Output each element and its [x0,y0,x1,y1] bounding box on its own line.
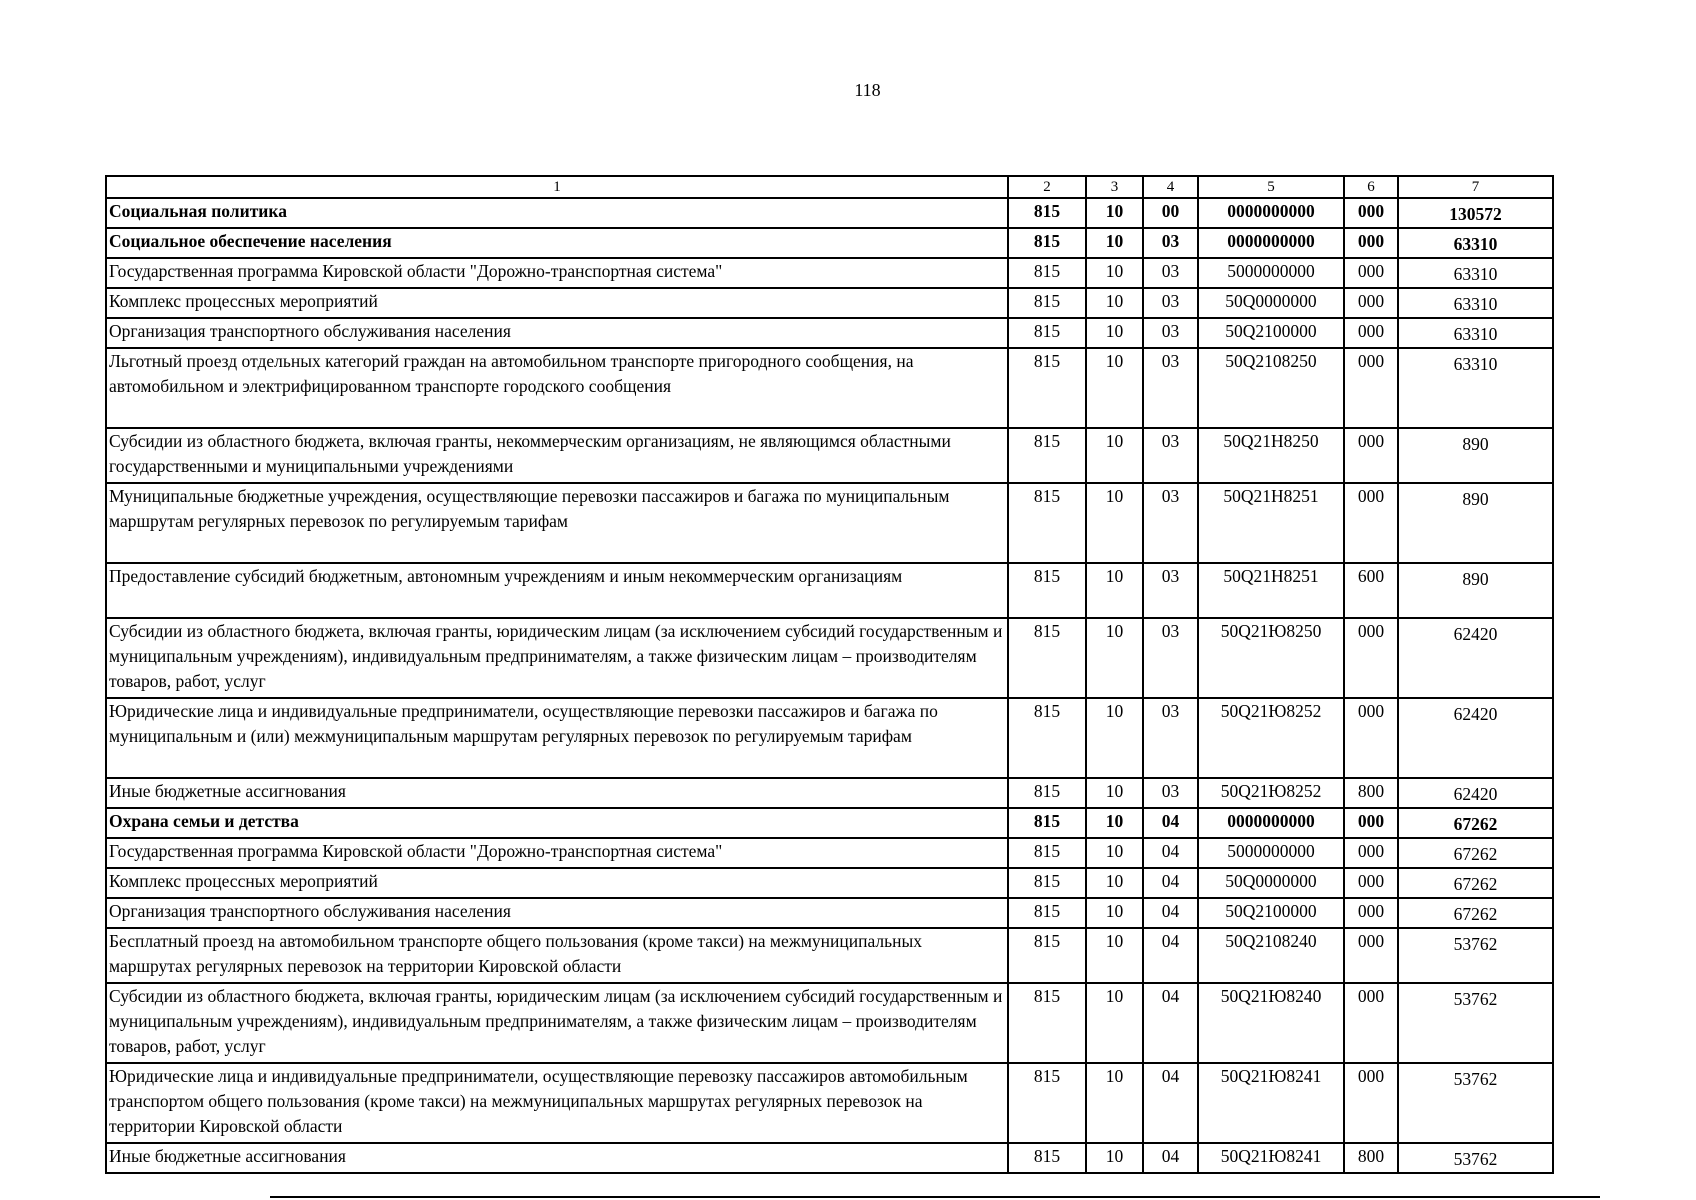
row-value-cell: 815 [1008,428,1086,483]
row-value-cell: 5000000000 [1198,838,1344,868]
row-value-cell: 10 [1086,563,1143,618]
budget-table [105,175,1554,1174]
row-value-cell: 50Q2108240 [1198,928,1344,983]
row-value-cell: 04 [1143,928,1198,983]
row-value-cell: 50Q21Ю8252 [1198,698,1344,778]
row-value-cell: 10 [1086,1063,1143,1143]
row-value-cell: 10 [1086,198,1143,228]
bottom-rule [270,1196,1600,1198]
row-value-cell: 000 [1344,198,1398,228]
row-value-cell: 815 [1008,318,1086,348]
table-row [106,698,1553,778]
row-value-cell: 50Q0000000 [1198,868,1344,898]
row-value-cell: 000 [1344,258,1398,288]
table-row [106,288,1553,318]
row-value-cell: 04 [1143,1063,1198,1143]
table-row [106,318,1553,348]
row-value-cell: 10 [1086,428,1143,483]
row-name-cell: Иные бюджетные ассигнования [106,778,1008,808]
row-value-cell: 50Q21Ю8241 [1198,1063,1344,1143]
column-number-row [106,176,1553,198]
row-value-cell: 00 [1143,198,1198,228]
row-value-cell: 815 [1008,348,1086,428]
row-value-cell: 815 [1008,228,1086,258]
row-name-cell: Организация транспортного обслуживания населения [106,318,1008,348]
row-name-cell: Субсидии из областного бюджета, включая гранты, юридическим лицам (за исключением субсидий государственным и муниципальным учреждениям), индивидуальным предпринимателям, а также физическим лицам – производителям товаров, работ, услуг [106,983,1008,1063]
row-value-cell: 10 [1086,838,1143,868]
row-value-cell: 63310 [1398,258,1553,288]
row-value-cell: 800 [1344,1143,1398,1173]
page-number: 118 [854,80,881,100]
row-value-cell: 50Q2108250 [1198,348,1344,428]
row-value-cell: 67262 [1398,808,1553,838]
row-value-cell: 890 [1398,563,1553,618]
row-value-cell: 50Q2100000 [1198,318,1344,348]
row-value-cell: 10 [1086,318,1143,348]
row-value-cell: 10 [1086,348,1143,428]
table-row [106,928,1553,983]
row-value-cell: 0000000000 [1198,198,1344,228]
row-name-cell: Предоставление субсидий бюджетным, автономным учреждениям и иным некоммерческим организациям [106,563,1008,618]
row-name-cell: Юридические лица и индивидуальные предприниматели, осуществляющие перевозку пассажиров автомобильным транспортом общего пользования (кроме такси) на межмуниципальных маршрутах регулярных перевозок на территории Кировской области [106,1063,1008,1143]
row-value-cell: 67262 [1398,898,1553,928]
row-value-cell: 815 [1008,868,1086,898]
row-value-cell: 815 [1008,618,1086,698]
row-value-cell: 03 [1143,778,1198,808]
table-row [106,898,1553,928]
row-value-cell: 03 [1143,428,1198,483]
column-number: 5 [1198,176,1344,198]
column-number: 1 [106,176,1008,198]
row-value-cell: 815 [1008,288,1086,318]
row-value-cell: 890 [1398,428,1553,483]
row-value-cell: 10 [1086,928,1143,983]
row-value-cell: 62420 [1398,618,1553,698]
row-value-cell: 04 [1143,838,1198,868]
row-value-cell: 10 [1086,258,1143,288]
row-value-cell: 63310 [1398,318,1553,348]
row-value-cell: 000 [1344,228,1398,258]
row-name-cell: Социальная политика [106,198,1008,228]
row-value-cell: 000 [1344,868,1398,898]
row-name-cell: Субсидии из областного бюджета, включая гранты, юридическим лицам (за исключением субсидий государственным и муниципальным учреждениям), индивидуальным предпринимателям, а также физическим лицам – производителям товаров, работ, услуг [106,618,1008,698]
table-row [106,563,1553,618]
row-value-cell: 815 [1008,778,1086,808]
row-value-cell: 000 [1344,618,1398,698]
row-value-cell: 815 [1008,198,1086,228]
row-name-cell: Муниципальные бюджетные учреждения, осуществляющие перевозки пассажиров и багажа по муниципальным маршрутам регулярных перевозок по регулируемым тарифам [106,483,1008,563]
table-row [106,228,1553,258]
row-name-cell: Комплекс процессных мероприятий [106,288,1008,318]
table-row [106,983,1553,1063]
row-value-cell: 000 [1344,1063,1398,1143]
row-value-cell: 0000000000 [1198,808,1344,838]
row-name-cell: Юридические лица и индивидуальные предприниматели, осуществляющие перевозки пассажиров и багажа по муниципальным и (или) межмуниципальным маршрутам регулярных перевозок по регулируемым тарифам [106,698,1008,778]
row-value-cell: 000 [1344,838,1398,868]
row-name-cell: Субсидии из областного бюджета, включая гранты, некоммерческим организациям, не являющимся областными государственными и муниципальными учреждениями [106,428,1008,483]
row-value-cell: 815 [1008,983,1086,1063]
row-value-cell: 50Q21Ю8252 [1198,778,1344,808]
row-value-cell: 63310 [1398,288,1553,318]
row-value-cell: 03 [1143,618,1198,698]
row-value-cell: 10 [1086,483,1143,563]
table-row [106,1063,1553,1143]
row-value-cell: 10 [1086,618,1143,698]
row-value-cell: 50Q21Ю8250 [1198,618,1344,698]
row-name-cell: Государственная программа Кировской области "Дорожно-транспортная система" [106,258,1008,288]
row-value-cell: 000 [1344,428,1398,483]
row-value-cell: 600 [1344,563,1398,618]
row-name-cell: Иные бюджетные ассигнования [106,1143,1008,1173]
row-value-cell: 000 [1344,808,1398,838]
row-value-cell: 53762 [1398,983,1553,1063]
column-number: 7 [1398,176,1553,198]
row-value-cell: 67262 [1398,868,1553,898]
row-value-cell: 53762 [1398,928,1553,983]
row-value-cell: 10 [1086,228,1143,258]
row-value-cell: 815 [1008,1143,1086,1173]
row-value-cell: 10 [1086,898,1143,928]
row-value-cell: 50Q21H8251 [1198,483,1344,563]
row-name-cell: Охрана семьи и детства [106,808,1008,838]
row-value-cell: 03 [1143,228,1198,258]
table-row [106,838,1553,868]
row-value-cell: 5000000000 [1198,258,1344,288]
row-value-cell: 130572 [1398,198,1553,228]
row-value-cell: 10 [1086,698,1143,778]
table-row [106,1143,1553,1173]
row-value-cell: 04 [1143,868,1198,898]
row-name-cell: Организация транспортного обслуживания населения [106,898,1008,928]
row-value-cell: 04 [1143,1143,1198,1173]
row-value-cell: 000 [1344,928,1398,983]
row-name-cell: Государственная программа Кировской области "Дорожно-транспортная система" [106,838,1008,868]
row-value-cell: 000 [1344,983,1398,1063]
row-value-cell: 815 [1008,808,1086,838]
row-value-cell: 000 [1344,898,1398,928]
column-number: 2 [1008,176,1086,198]
row-name-cell: Бесплатный проезд на автомобильном транспорте общего пользования (кроме такси) на межмуниципальных маршрутах регулярных перевозок на территории Кировской области [106,928,1008,983]
row-name-cell: Комплекс процессных мероприятий [106,868,1008,898]
table-row [106,618,1553,698]
column-number: 3 [1086,176,1143,198]
column-number: 4 [1143,176,1198,198]
row-value-cell: 10 [1086,288,1143,318]
row-value-cell: 50Q21Ю8240 [1198,983,1344,1063]
row-value-cell: 10 [1086,983,1143,1063]
table-row [106,428,1553,483]
row-value-cell: 50Q2100000 [1198,898,1344,928]
row-value-cell: 03 [1143,288,1198,318]
row-value-cell: 10 [1086,808,1143,838]
row-value-cell: 67262 [1398,838,1553,868]
row-value-cell: 815 [1008,898,1086,928]
row-value-cell: 815 [1008,258,1086,288]
row-value-cell: 63310 [1398,228,1553,258]
row-value-cell: 815 [1008,838,1086,868]
table-row [106,348,1553,428]
row-value-cell: 03 [1143,318,1198,348]
row-value-cell: 000 [1344,698,1398,778]
row-value-cell: 03 [1143,698,1198,778]
row-value-cell: 0000000000 [1198,228,1344,258]
row-value-cell: 815 [1008,928,1086,983]
row-value-cell: 04 [1143,983,1198,1063]
row-value-cell: 53762 [1398,1063,1553,1143]
row-value-cell: 815 [1008,698,1086,778]
row-value-cell: 03 [1143,348,1198,428]
row-value-cell: 10 [1086,778,1143,808]
row-value-cell: 815 [1008,483,1086,563]
table-row [106,258,1553,288]
table-row [106,778,1553,808]
row-value-cell: 63310 [1398,348,1553,428]
row-name-cell: Социальное обеспечение населения [106,228,1008,258]
table-row [106,868,1553,898]
row-value-cell: 50Q21H8250 [1198,428,1344,483]
row-value-cell: 800 [1344,778,1398,808]
table-row [106,808,1553,838]
row-value-cell: 000 [1344,288,1398,318]
row-value-cell: 815 [1008,1063,1086,1143]
row-value-cell: 50Q21Ю8241 [1198,1143,1344,1173]
row-value-cell: 04 [1143,898,1198,928]
row-value-cell: 890 [1398,483,1553,563]
row-value-cell: 10 [1086,1143,1143,1173]
row-value-cell: 000 [1344,483,1398,563]
row-value-cell: 53762 [1398,1143,1553,1173]
row-value-cell: 000 [1344,318,1398,348]
row-value-cell: 815 [1008,563,1086,618]
row-value-cell: 62420 [1398,698,1553,778]
column-number: 6 [1344,176,1398,198]
table-row [106,198,1553,228]
row-value-cell: 03 [1143,258,1198,288]
row-value-cell: 10 [1086,868,1143,898]
row-value-cell: 03 [1143,563,1198,618]
row-value-cell: 04 [1143,808,1198,838]
row-value-cell: 50Q0000000 [1198,288,1344,318]
row-value-cell: 50Q21H8251 [1198,563,1344,618]
table-row [106,483,1553,563]
row-value-cell: 000 [1344,348,1398,428]
row-name-cell: Льготный проезд отдельных категорий граждан на автомобильном транспорте пригородного сообщения, на автомобильном и электрифицированном транспорте городского сообщения [106,348,1008,428]
row-value-cell: 03 [1143,483,1198,563]
row-value-cell: 62420 [1398,778,1553,808]
